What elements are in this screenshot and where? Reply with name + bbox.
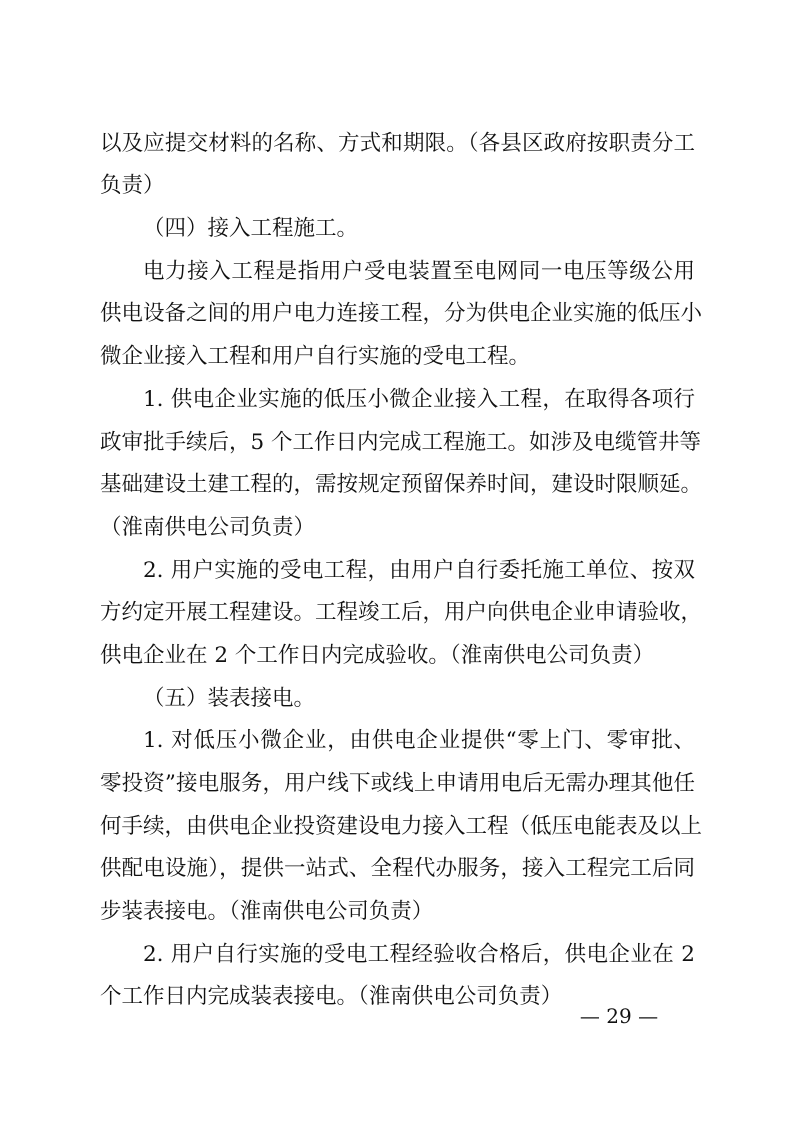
paragraph-line: 1. 供电企业实施的低压小微企业接入工程，在取得各项行 (143, 387, 695, 412)
paragraph-line: 负责） (100, 173, 165, 198)
paragraph-line: 政审批手续后，5 个工作日内完成工程施工。如涉及电缆管井等 (100, 430, 702, 455)
section-heading: （五）装表接电。 (143, 686, 316, 711)
paragraph-line: 电力接入工程是指用户受电装置至电网同一电压等级公用 (143, 259, 695, 284)
paragraph-line: 基础建设土建工程的，需按规定预留保养时间，建设时限顺延。 (100, 472, 703, 497)
paragraph-line: 供电企业在 2 个工作日内完成验收。（淮南供电公司负责） (100, 643, 655, 668)
section-heading: （四）接入工程施工。 (143, 216, 359, 241)
paragraph-line: 步装表接电。（淮南供电公司负责） (100, 899, 434, 924)
paragraph-line: 零投资”接电服务，用户线下或线上申请用电后无需办理其他任 (100, 771, 695, 796)
paragraph-line: （淮南供电公司负责） (100, 515, 316, 540)
paragraph-line: 供电设备之间的用户电力连接工程，分为供电企业实施的低压小 (100, 301, 703, 326)
paragraph-line: 2. 用户实施的受电工程，由用户自行委托施工单位、按双 (143, 558, 695, 583)
paragraph-line: 何手续，由供电企业投资建设电力接入工程（低压电能表及以上 (100, 814, 703, 839)
paragraph-line: 供配电设施），提供一站式、全程代办服务，接入工程完工后同 (100, 856, 695, 881)
page-number: — 29 — (579, 1004, 659, 1028)
paragraph-line: 以及应提交材料的名称、方式和期限。（各县区政府按职责分工 (100, 131, 695, 156)
paragraph-line: 微企业接入工程和用户自行实施的受电工程。 (100, 344, 531, 369)
paragraph-line: 1. 对低压小微企业，由供电企业提供“零上门、零审批、 (143, 728, 695, 753)
paragraph-line: 个工作日内完成装表接电。（淮南供电公司负责） (100, 984, 563, 1009)
paragraph-line: 2. 用户自行实施的受电工程经验收合格后，供电企业在 2 (143, 942, 695, 967)
paragraph-line: 方约定开展工程建设。工程竣工后，用户向供电企业申请验收， (100, 600, 703, 625)
